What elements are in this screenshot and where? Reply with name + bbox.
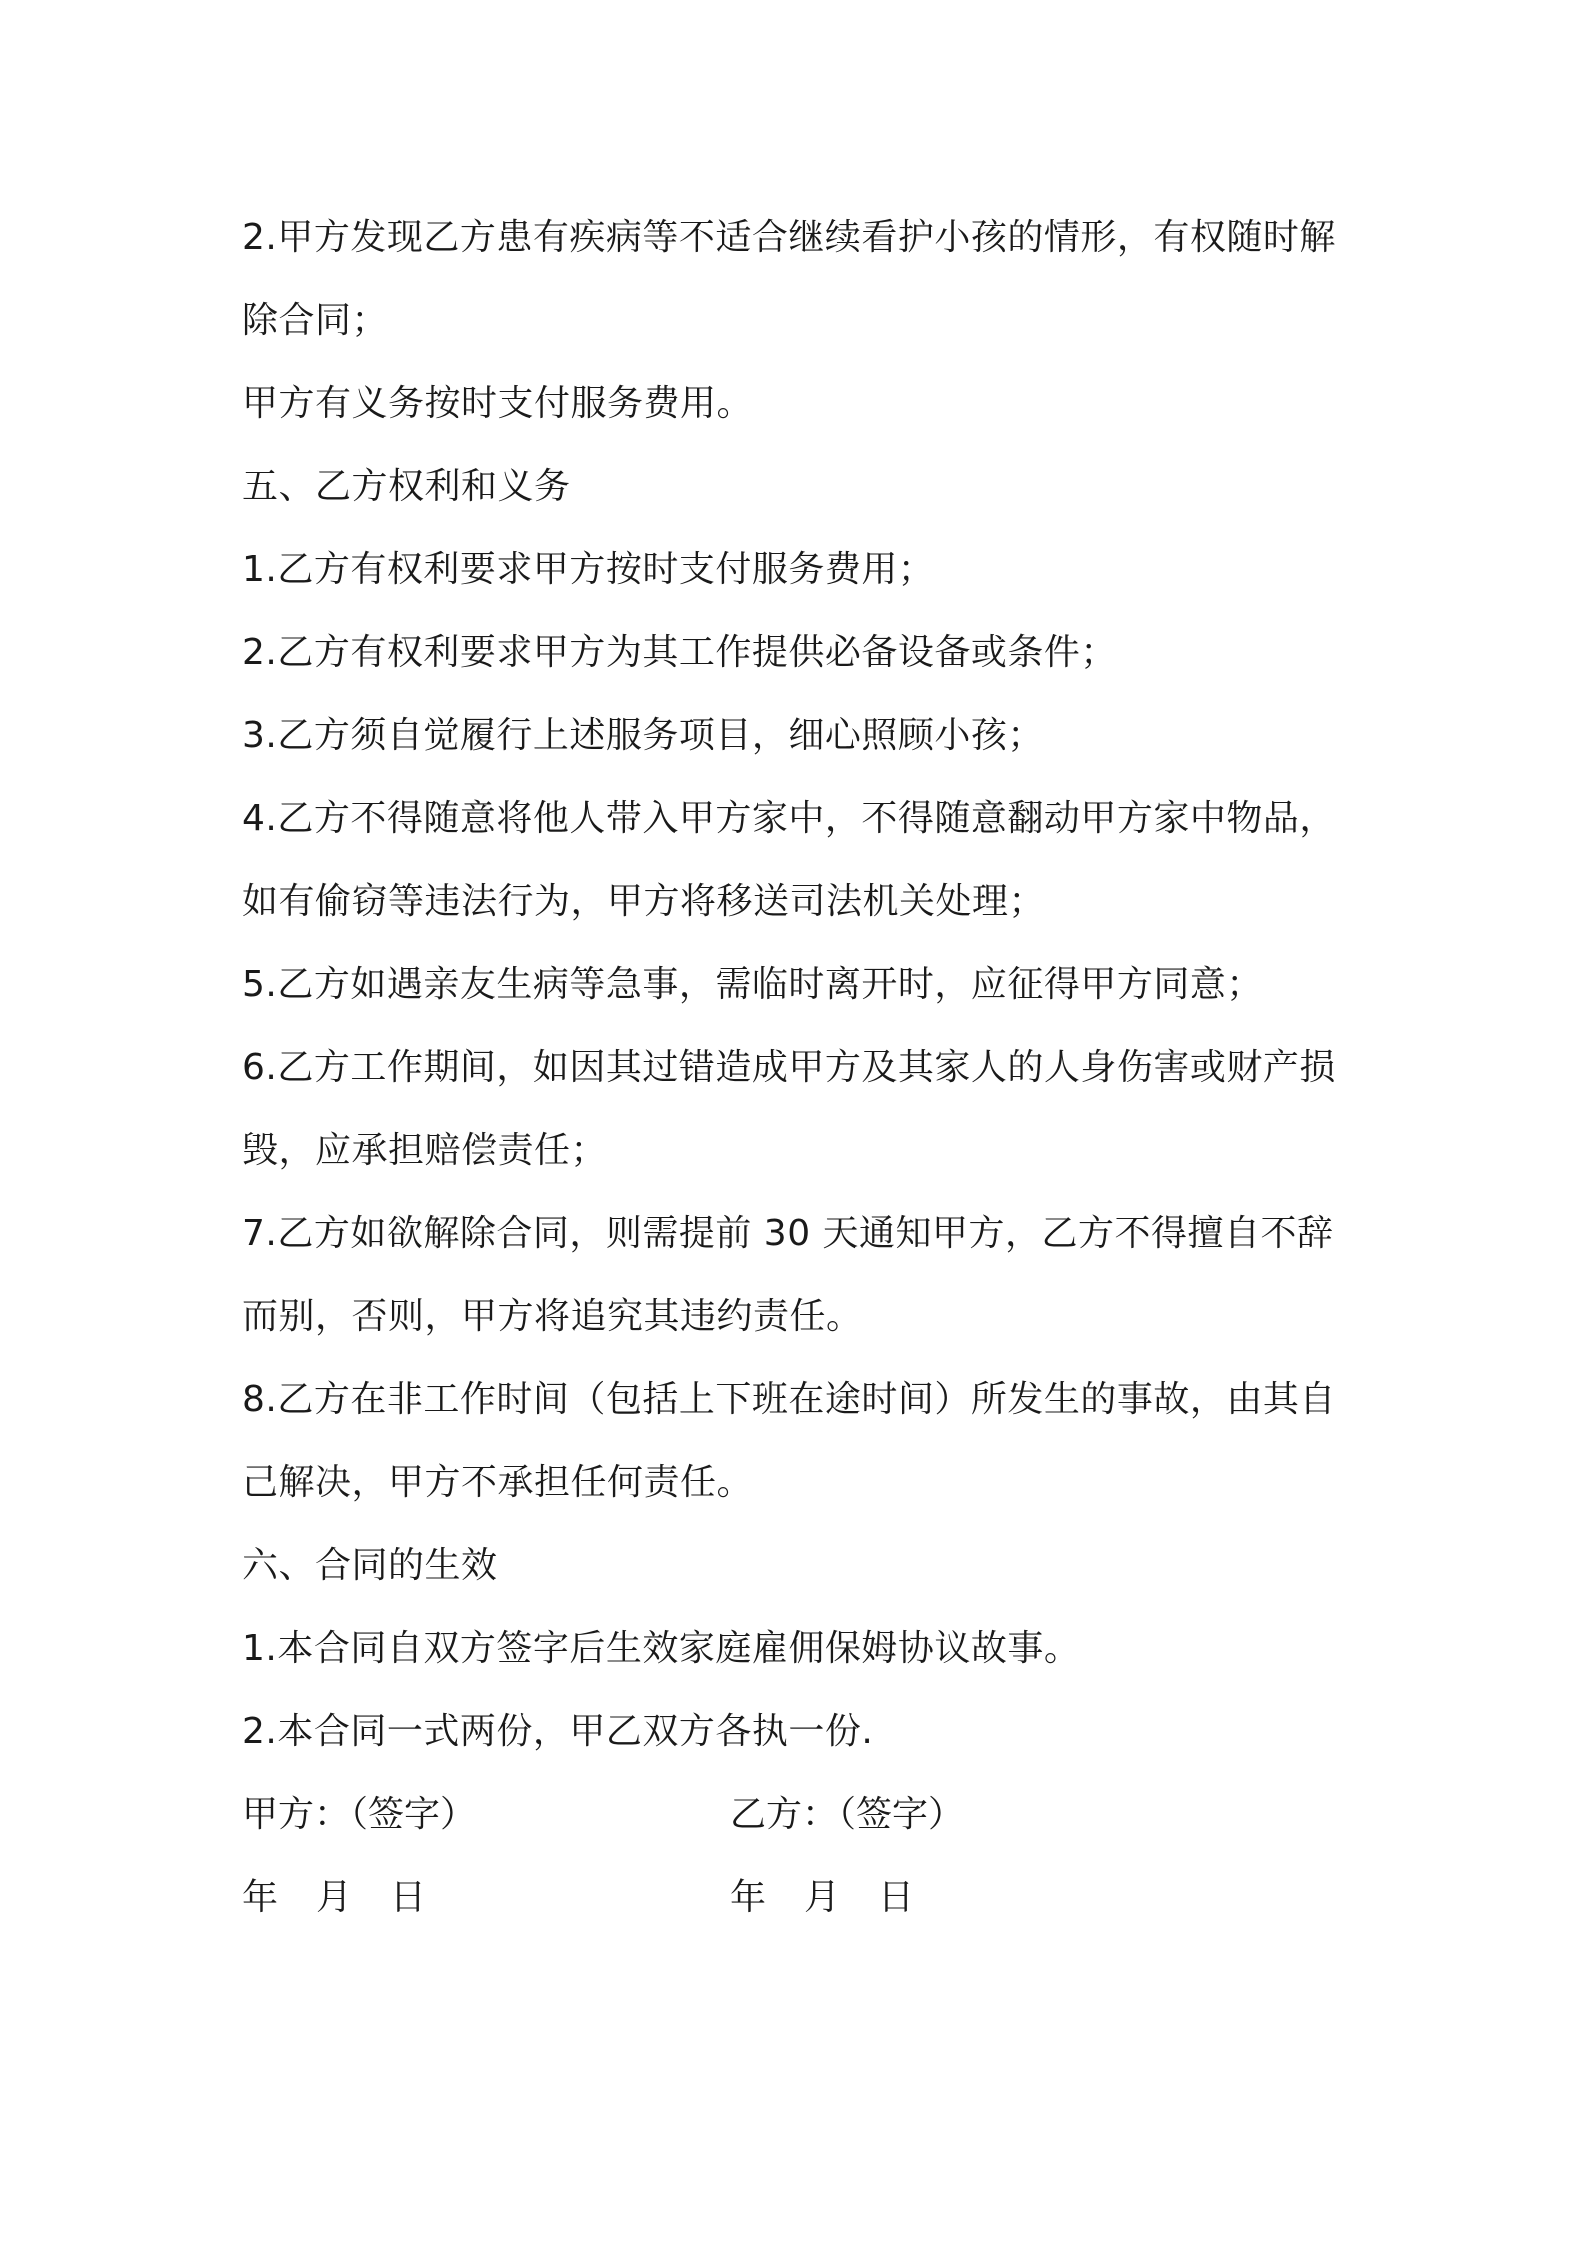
day-label: 日 (390, 1877, 427, 1918)
party-a-signature-label: 甲方：（签字） (242, 1794, 477, 1835)
text-line: 5.乙方如遇亲友生病等急事，需临时离开时，应征得甲方同意； (242, 964, 1263, 1005)
text-line: 如有偷窃等违法行为，甲方将移送司法机关处理； (242, 881, 1046, 922)
text-line: 毁，应承担赔偿责任； (242, 1130, 608, 1171)
text-line: 甲方有义务按时支付服务费用。 (242, 383, 754, 424)
text-line: 除合同； (242, 300, 389, 341)
party-a-date (242, 1856, 426, 1939)
text-line: 2.乙方有权利要求甲方为其工作提供必备设备或条件； (242, 632, 1117, 673)
year-label: 年 (242, 1877, 279, 1918)
day-label: 日 (878, 1877, 915, 1918)
text-line: 6.乙方工作期间，如因其过错造成甲方及其家人的人身伤害或财产损 (242, 1047, 1336, 1088)
section-heading: 六、合同的生效 (242, 1545, 498, 1586)
text-line: 4.乙方不得随意将他人带入甲方家中，不得随意翻动甲方家中物品， (242, 798, 1336, 839)
text-line: 2.本合同一式两份，甲乙双方各执一份. (242, 1711, 874, 1752)
text-line: 己解决，甲方不承担任何责任。 (242, 1462, 754, 1503)
party-b-signature-label: 乙方：（签字） (730, 1794, 965, 1835)
text-line: 7.乙方如欲解除合同，则需提前 30 天通知甲方，乙方不得擅自不辞 (242, 1213, 1334, 1254)
signature-row (242, 1773, 1362, 1856)
text-line: 8.乙方在非工作时间（包括上下班在途时间）所发生的事故，由其自 (242, 1379, 1336, 1420)
text-line: 1.乙方有权利要求甲方按时支付服务费用； (242, 549, 935, 590)
month-label: 月 (804, 1877, 841, 1918)
section-heading: 五、乙方权利和义务 (242, 466, 571, 507)
text-line: 3.乙方须自觉履行上述服务项目，细心照顾小孩； (242, 715, 1044, 756)
document-body (242, 196, 1362, 1939)
text-line: 2.甲方发现乙方患有疾病等不适合继续看护小孩的情形，有权随时解 (242, 217, 1336, 258)
text-line: 1.本合同自双方签字后生效家庭雇佣保姆协议故事。 (242, 1628, 1081, 1669)
text-line: 而别，否则，甲方将追究其违约责任。 (242, 1296, 863, 1337)
year-label: 年 (730, 1877, 767, 1918)
month-label: 月 (316, 1877, 353, 1918)
party-b-date (730, 1856, 914, 1939)
date-row (242, 1856, 1362, 1939)
